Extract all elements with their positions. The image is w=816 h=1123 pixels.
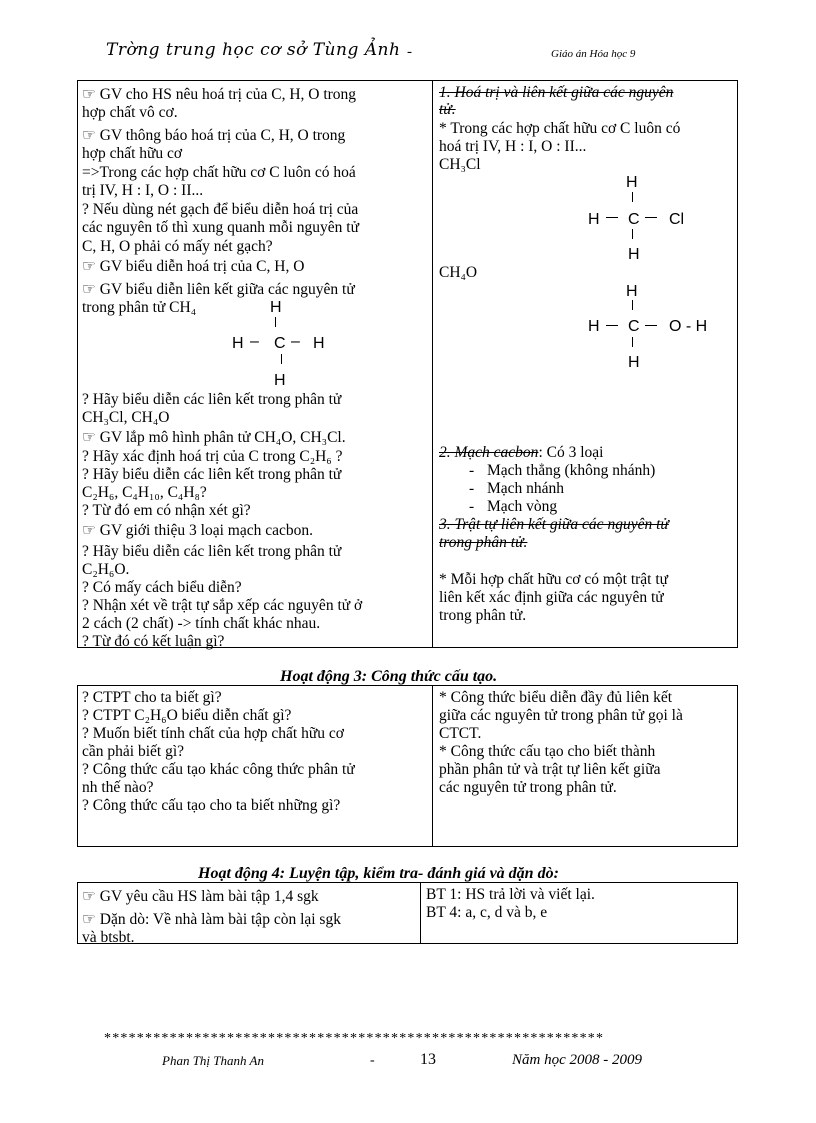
ch4o-h-bottom: H [628, 354, 640, 371]
right-text: hoá trị IV, H : I, O : II... [439, 138, 587, 155]
t1-left-line: các nguyên tố thì xung quanh mỗi nguyên tử [82, 219, 360, 236]
t1-left-line: ☞ GV giới thiệu 3 loại mạch cacbon. [82, 522, 314, 539]
heading-order-cont: trong phân tử. [439, 534, 528, 551]
header-subject: Giáo án Hóa học 9 [551, 48, 636, 60]
t3-right-line: * Công thức biểu diễn đầy đủ liên kết [439, 689, 673, 706]
table-3-divider [432, 685, 433, 847]
t1-left-line: hợp chất hữu cơ [82, 145, 183, 162]
ch3cl-label: CH₃Cl [439, 156, 481, 173]
footer-author: Phan Thị Thanh An [162, 1053, 264, 1068]
t1-left-line: ☞ GV biểu diễn hoá trị của C, H, O [82, 258, 305, 275]
ch4o-label: CH₄O [439, 264, 478, 281]
t1-left-line: ? Từ đó em có nhận xét gì? [82, 502, 251, 519]
t1-left-line: ? Nếu dùng nét gạch để biểu diễn hoá trị của [82, 201, 359, 218]
t1-left-line: 2 cách (2 chất) -> tính chất khác nhau. [82, 615, 321, 632]
t1-left-line: ☞ GV biểu diễn liên kết giữa các nguyên tử [82, 281, 355, 298]
t3-left-line: ? CTPT cho ta biết gì? [82, 689, 222, 706]
ch4-h-left: H [232, 335, 244, 352]
ch4-h-top: H [270, 299, 282, 316]
t1-left-line: CH₃Cl, CH₄O [82, 409, 170, 426]
ch4o-h-left: H [588, 318, 600, 335]
ch3cl-h-bottom: H [628, 246, 640, 263]
ch4-bond-top [275, 317, 276, 327]
t4-left-line: ☞ Dặn dò: Về nhà làm bài tập còn lại sgk [82, 911, 341, 928]
heading-chains-row [439, 444, 603, 461]
ch4o-bond-right [645, 325, 657, 326]
t3-left-line: ? CTPT C₂H₆O biểu diễn chất gì? [82, 707, 292, 724]
t3-left-line: ? Công thức cấu tạo khác công thức phân tử [82, 761, 355, 778]
ch4o-bond-top [632, 300, 633, 310]
ch4-h-right: H [313, 335, 325, 352]
chain-item: Mạch nhánh [487, 480, 565, 497]
t1-left-line: ? Có mấy cách biểu diễn? [82, 579, 242, 596]
t3-right-line: giữa các nguyên tử trong phân tử gọi là [439, 707, 683, 724]
t1-left-line: ☞ GV lắp mô hình phân tử CH₄O, CH₃Cl. [82, 429, 346, 446]
ch4o-bond-bottom [632, 337, 633, 347]
t1-left-line: hợp chất vô cơ. [82, 104, 178, 121]
right-text: * Mỗi hợp chất hữu cơ có một trật tự [439, 571, 669, 588]
ch3cl-bond-top [632, 192, 633, 202]
ch4o-oh: O - H [669, 318, 708, 335]
footer-page-number: 13 [420, 1051, 436, 1068]
chain-dash: - [469, 498, 475, 515]
t3-right-line: CTCT. [439, 725, 482, 742]
chain-dash: - [469, 462, 475, 479]
t4-left-line: ☞ GV yêu cầu HS làm bài tập 1,4 sgk [82, 888, 319, 905]
t1-left-line: ? Hãy biểu diễn các liên kết trong phân tử [82, 391, 342, 408]
t1-left-line: ? Hãy xác định hoá trị của C trong C₂H₆ ? [82, 448, 343, 465]
ch3cl-cl: Cl [669, 211, 685, 228]
heading-order: 3. Trật tự liên kết giữa các nguyên tử [439, 516, 669, 533]
section-3-title: Hoạt động 3: Công thức cấu tạo. [280, 668, 498, 685]
chain-dash: - [469, 480, 475, 497]
ch4o-bond-left [606, 325, 618, 326]
right-text: liên kết xác định giữa các nguyên tử [439, 589, 664, 606]
t4-left-line: và btsbt. [82, 929, 135, 946]
right-text: * Trong các hợp chất hữu cơ C luôn có [439, 120, 681, 137]
t3-right-line: các nguyên tử trong phân tử. [439, 779, 617, 796]
t4-right-line: BT 4: a, c, d và b, e [426, 904, 548, 921]
footer-school-year: Năm học 2008 - 2009 [512, 1052, 642, 1068]
header-school: Trờng trung học cơ sở Tùng Ảnh [106, 40, 401, 60]
ch3cl-bond-bottom [632, 229, 633, 239]
t1-left-line: C, H, O phải có mấy nét gạch? [82, 238, 273, 255]
table-1-divider [432, 80, 433, 648]
heading-chains: 2. Mạch cacbon [439, 444, 539, 461]
header-dash: - [407, 44, 412, 60]
heading-valence: 1. Hoá trị và liên kết giữa các nguyên [439, 84, 674, 101]
ch3cl-h-top: H [626, 174, 638, 191]
ch4o-h-top: H [626, 283, 638, 300]
t1-left-line: ? Hãy biểu diễn các liên kết trong phân tử [82, 466, 342, 483]
t1-left-line: trong phân tử CH₄ [82, 299, 197, 316]
t3-left-line: cần phải biết gì? [82, 743, 184, 760]
footer-stars: ************************************************************* [104, 1031, 605, 1046]
t1-left-line: ☞ GV cho HS nêu hoá trị của C, H, O trong [82, 86, 357, 103]
t1-left-line: ? Hãy biểu diễn các liên kết trong phân tử [82, 543, 342, 560]
ch4o-c: C [628, 318, 640, 335]
heading-chains-tail: : Có 3 loại [538, 444, 604, 461]
t3-left-line: ? Công thức cấu tạo cho ta biết những gì? [82, 797, 341, 814]
section-4-title: Hoạt động 4: Luyện tập, kiểm tra- đánh giá và dặn dò: [198, 865, 559, 882]
t4-right-line: BT 1: HS trả lời và viết lại. [426, 886, 595, 903]
t1-left-line: C₂H₆, C₄H₁₀, C₄H₈? [82, 484, 207, 501]
table-4-divider [420, 882, 421, 944]
chain-item: Mạch vòng [487, 498, 558, 515]
t1-left-line: C₂H₆O. [82, 561, 130, 578]
ch3cl-h-left: H [588, 211, 600, 228]
t3-left-line: ? Muốn biết tính chất của hợp chất hữu cơ [82, 725, 344, 742]
ch4-c: C [274, 335, 286, 352]
ch4-bond-right: – [291, 333, 300, 350]
t1-left-line: ? Nhận xét về trật tự sắp xếp các nguyên tử ở [82, 597, 363, 614]
ch4-h-bottom: H [274, 372, 286, 389]
ch3cl-bond-right [645, 217, 657, 218]
t1-left-line: =>Trong các hợp chất hữu cơ C luôn có hoá [82, 164, 356, 181]
heading-valence-cont: tử. [439, 101, 456, 118]
ch3cl-c: C [628, 211, 640, 228]
t3-left-line: nh thế nào? [82, 779, 154, 796]
ch4-bond-left: – [250, 333, 259, 350]
right-text: trong phân tử. [439, 607, 527, 624]
t1-left-line: trị IV, H : I, O : II... [82, 182, 204, 199]
chain-item: Mạch thẳng (không nhánh) [487, 462, 656, 479]
ch4-bond-bottom [281, 354, 282, 364]
t3-right-line: phần phân tử và trật tự liên kết giữa [439, 761, 661, 778]
t1-left-line: ☞ GV thông báo hoá trị của C, H, O trong [82, 127, 346, 144]
t1-left-line: ? Từ đó có kết luận gì? [82, 633, 225, 650]
footer-dash: - [370, 1053, 375, 1068]
ch3cl-bond-left [606, 217, 618, 218]
t3-right-line: * Công thức cấu tạo cho biết thành [439, 743, 656, 760]
